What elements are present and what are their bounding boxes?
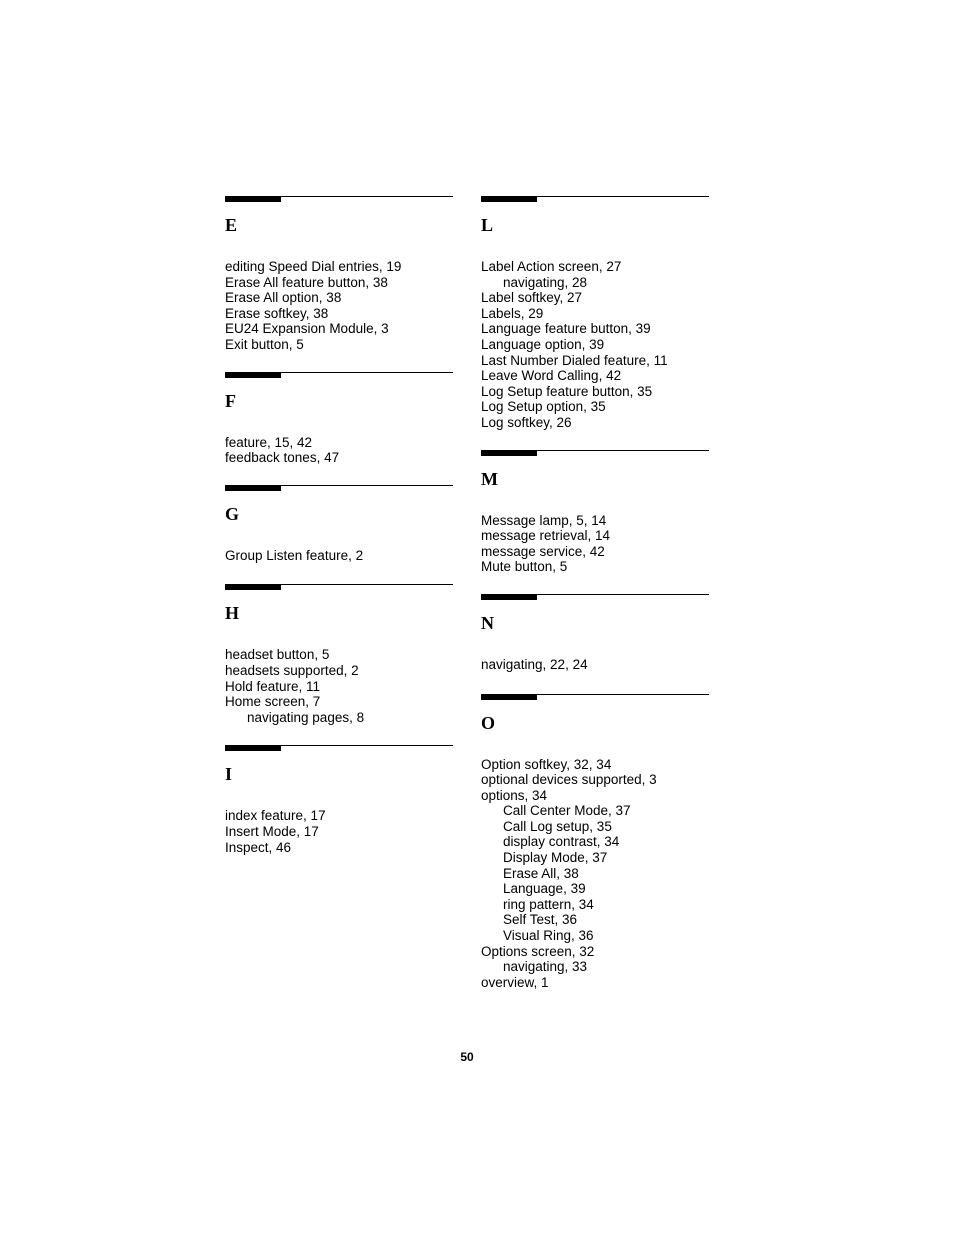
section-letter: I <box>225 764 233 785</box>
index-entry: Home screen, 7 <box>225 694 321 710</box>
section-letter: G <box>225 503 240 524</box>
index-entry: Mute button, 5 <box>481 559 568 575</box>
index-entry: overview, 1 <box>481 974 549 990</box>
index-entry: options, 34 <box>481 787 548 803</box>
section-letter: M <box>481 468 498 489</box>
index-entry-list <box>225 808 453 855</box>
index-section-e <box>225 195 453 353</box>
index-entry-list <box>481 259 709 431</box>
index-entry-list <box>225 435 453 466</box>
index-subentry: Visual Ring, 36 <box>503 928 594 944</box>
index-entry: Exit button, 5 <box>225 336 304 352</box>
index-subentry: Self Test, 36 <box>503 912 578 928</box>
index-entry: Language feature button, 39 <box>481 321 651 337</box>
section-rule <box>225 583 453 591</box>
index-entry: Label softkey, 27 <box>481 290 583 306</box>
index-entry: feedback tones, 47 <box>225 450 340 466</box>
index-entry: Message lamp, 5, 14 <box>481 512 607 528</box>
index-entry: feature, 15, 42 <box>225 434 313 450</box>
section-letter: O <box>481 712 496 733</box>
index-subentry: Language, 39 <box>503 881 586 897</box>
index-entry: Erase All option, 38 <box>225 290 342 306</box>
index-entry: headset button, 5 <box>225 647 330 663</box>
index-entry: Log Setup feature button, 35 <box>481 383 653 399</box>
section-letter: H <box>225 603 240 624</box>
section-rule <box>481 449 709 457</box>
index-entry: Erase All feature button, 38 <box>225 274 388 290</box>
section-rule <box>481 693 709 701</box>
index-entry: index feature, 17 <box>225 808 326 824</box>
index-entry: Group Listen feature, 2 <box>225 547 364 563</box>
index-entry: editing Speed Dial entries, 19 <box>225 259 402 274</box>
section-rule <box>225 371 453 379</box>
page-number: 50 <box>460 1050 474 1064</box>
index-entry-list <box>225 548 453 564</box>
index-entry: Erase softkey, 38 <box>225 305 329 321</box>
index-entry: message service, 42 <box>481 543 605 559</box>
index-section-g <box>225 484 453 564</box>
index-column-left <box>225 195 453 855</box>
index-entry-list <box>481 513 709 575</box>
index-subentry: ring pattern, 34 <box>503 896 594 912</box>
index-section-l <box>481 195 709 431</box>
index-entry: Option softkey, 32, 34 <box>481 756 612 772</box>
index-entry: message retrieval, 14 <box>481 528 611 544</box>
index-subentry: navigating pages, 8 <box>247 709 365 725</box>
index-column-right <box>481 195 709 990</box>
index-subentry: navigating, 33 <box>503 959 588 975</box>
index-section-i <box>225 744 453 855</box>
index-entry: Labels, 29 <box>481 305 544 321</box>
index-subentry: Erase All, 38 <box>503 865 579 881</box>
index-entry: optional devices supported, 3 <box>481 772 657 788</box>
index-entry: Leave Word Calling, 42 <box>481 368 622 384</box>
section-rule <box>225 484 453 492</box>
index-section-f <box>225 371 453 466</box>
index-entry: EU24 Expansion Module, 3 <box>225 321 389 337</box>
index-entry: Label Action screen, 27 <box>481 259 622 274</box>
index-entry-list <box>481 757 709 991</box>
index-entry: Insert Mode, 17 <box>225 823 319 839</box>
index-section-m <box>481 449 709 575</box>
index-entry-list <box>481 657 709 673</box>
index-section-n <box>481 593 709 673</box>
index-subentry: Display Mode, 37 <box>503 850 608 866</box>
index-section-o <box>481 693 709 991</box>
index-entry-list <box>225 647 453 725</box>
section-letter: N <box>481 612 494 633</box>
index-entry: Options screen, 32 <box>481 943 595 959</box>
index-entry: Log softkey, 26 <box>481 414 572 430</box>
index-entry: headsets supported, 2 <box>225 662 359 678</box>
index-entry: Inspect, 46 <box>225 839 292 855</box>
index-subentry: navigating, 28 <box>503 274 588 290</box>
section-rule <box>225 744 453 752</box>
index-subentry: Call Log setup, 35 <box>503 818 612 834</box>
index-entry: Last Number Dialed feature, 11 <box>481 352 668 368</box>
index-entry: navigating, 22, 24 <box>481 656 588 672</box>
section-rule <box>481 195 709 203</box>
index-entry: Log Setup option, 35 <box>481 399 606 415</box>
section-rule <box>225 195 453 203</box>
section-letter: L <box>481 215 494 235</box>
index-subentry: Call Center Mode, 37 <box>503 803 631 819</box>
index-entry: Language option, 39 <box>481 336 605 352</box>
index-subentry: display contrast, 34 <box>503 834 620 850</box>
index-entry: Hold feature, 11 <box>225 678 321 694</box>
index-entry-list <box>225 259 453 353</box>
section-rule <box>481 593 709 601</box>
section-letter: E <box>225 215 238 235</box>
index-section-h <box>225 583 453 725</box>
section-letter: F <box>225 390 236 411</box>
